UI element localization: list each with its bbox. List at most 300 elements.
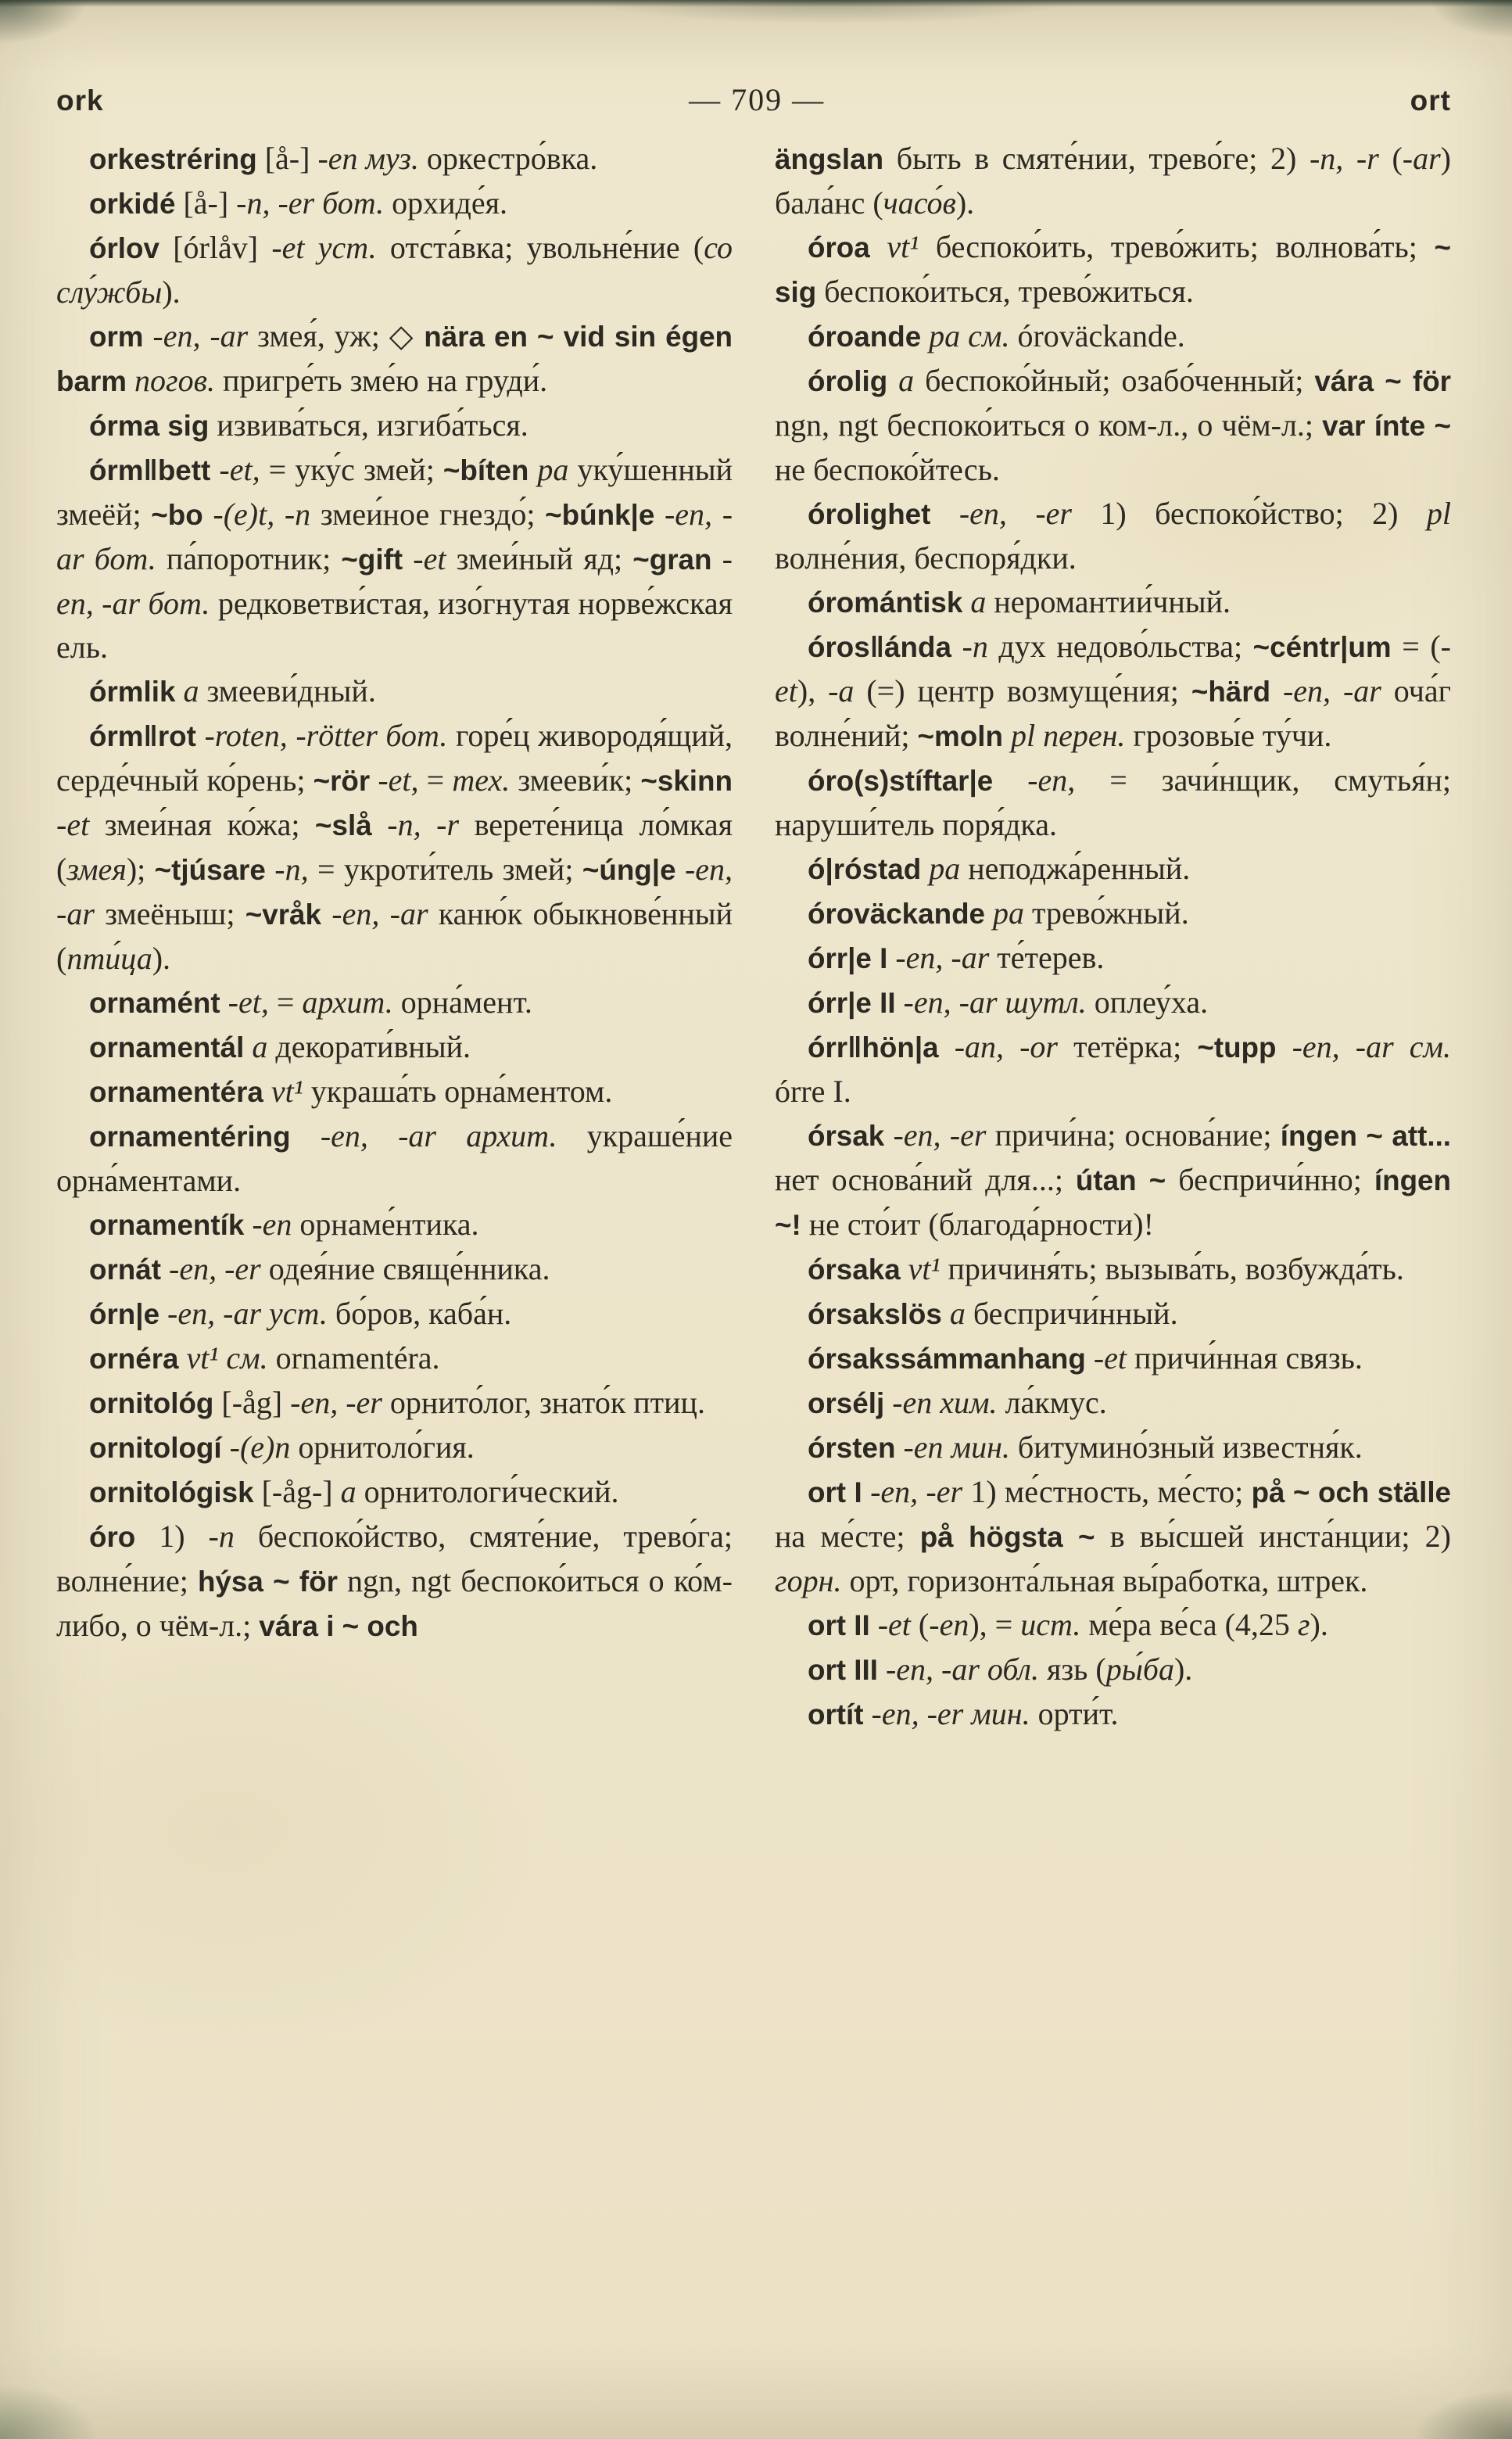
- text-run: [378, 718, 386, 753]
- bold-run: óro(s)stíftar|e: [808, 765, 994, 797]
- italic-run: pa: [993, 895, 1025, 931]
- bold-run: órr|e I: [808, 942, 888, 974]
- italic-run: -et: [1093, 1340, 1127, 1376]
- italic-run: -en, -ar: [903, 985, 998, 1020]
- italic-run: pl: [1426, 496, 1451, 531]
- text-run: [944, 1429, 951, 1465]
- bold-run: ~härd: [1191, 676, 1271, 708]
- bold-run: óro: [89, 1521, 136, 1553]
- bold-run: óroväckande: [808, 898, 986, 930]
- text-run: [654, 497, 665, 532]
- italic-run: -en: [317, 141, 358, 176]
- text-run: = (: [1391, 629, 1441, 664]
- text-run: [921, 851, 929, 886]
- bold-run: ort II: [808, 1609, 870, 1641]
- italic-run: pa: [929, 851, 961, 886]
- text-run: беспоко́иться, трево́житься.: [816, 274, 1194, 309]
- text-run: [962, 584, 970, 619]
- dictionary-entry: [56, 1114, 733, 1203]
- bold-run: ornamént: [89, 987, 220, 1019]
- text-run: [998, 985, 1005, 1020]
- italic-run: -en: [252, 1207, 292, 1242]
- column-right: [775, 137, 1451, 1737]
- text-run: змеи́ный яд;: [446, 541, 633, 576]
- italic-run: -en, -ar: [56, 497, 733, 576]
- text-run: дух недово́льства;: [987, 629, 1253, 664]
- text-run: [84, 541, 95, 576]
- bold-run: ort III: [808, 1654, 878, 1686]
- text-run: 1): [135, 1519, 209, 1554]
- italic-run: -et,: [219, 452, 260, 487]
- bold-run: ornamentál: [89, 1031, 245, 1063]
- dictionary-entry: [775, 1426, 1451, 1470]
- text-run: ).: [162, 274, 181, 310]
- bold-run: hýsa ~ för: [197, 1566, 338, 1598]
- text-run: [887, 940, 895, 975]
- italic-run: vt¹: [271, 1074, 303, 1109]
- italic-run: -en, -er: [893, 1117, 987, 1153]
- italic-run: погов.: [134, 363, 215, 398]
- dictionary-entry: [56, 226, 733, 314]
- italic-run: муз.: [365, 141, 419, 176]
- italic-run: архит.: [302, 985, 393, 1020]
- italic-run: обл.: [987, 1652, 1039, 1687]
- text-run: [244, 1029, 252, 1064]
- italic-run: -en, -ar: [1292, 1029, 1394, 1064]
- bold-run: óroande: [808, 321, 922, 353]
- text-run: [218, 1340, 226, 1376]
- text-run: [930, 496, 958, 531]
- text-run: [870, 229, 887, 264]
- italic-run: бот.: [94, 541, 156, 576]
- text-run: );: [126, 852, 155, 887]
- italic-run: -en, -er: [871, 1696, 964, 1731]
- text-run: на ме́сте;: [775, 1519, 920, 1554]
- italic-run: -en, -ar: [320, 1118, 436, 1153]
- dictionary-entry: [775, 359, 1451, 492]
- bold-run: på ~ och ställe: [1251, 1476, 1452, 1508]
- text-run: [933, 1652, 941, 1687]
- italic-run: -en: [892, 1385, 933, 1420]
- italic-run: бот.: [385, 718, 448, 753]
- text-run: [210, 452, 219, 487]
- dictionary-entry: [775, 847, 1451, 891]
- text-run: ngn, ngt беспоко́иться о ком-л., о чём-л.;: [775, 407, 1323, 443]
- italic-run: -(e)n: [229, 1429, 291, 1465]
- dictionary-entry: [775, 625, 1451, 759]
- italic-run: -en, -ar: [331, 896, 428, 931]
- italic-run: мин.: [951, 1429, 1010, 1465]
- text-run: órre I.: [775, 1074, 851, 1109]
- dictionary-entry: [775, 1247, 1451, 1292]
- bold-run: órmlik: [89, 676, 176, 708]
- text-run: [261, 1296, 269, 1331]
- text-run: быть в смяте́нии, трево́ге; 2): [883, 141, 1310, 176]
- bold-run: ornitologí: [89, 1432, 222, 1464]
- bold-run: órsaka: [808, 1254, 901, 1286]
- text-run: [921, 318, 929, 353]
- text-run: орнитологи́ческий.: [356, 1474, 619, 1509]
- italic-run: уст.: [317, 230, 377, 265]
- italic-run: -en, -er: [169, 1251, 261, 1286]
- text-run: [895, 1429, 903, 1465]
- bold-run: ~vråk: [245, 898, 321, 931]
- text-run: óroväckande.: [1009, 318, 1185, 353]
- text-run: (: [910, 1607, 930, 1642]
- text-run: [1086, 1340, 1094, 1376]
- text-run: пригре́ть зме́ю на груди́.: [214, 363, 548, 398]
- dictionary-entry: [56, 669, 733, 714]
- text-run: [862, 1474, 870, 1509]
- text-run: неподжа́ренный.: [960, 851, 1191, 886]
- italic-run: vt¹: [908, 1251, 941, 1286]
- bold-run: ornamentík: [89, 1209, 245, 1241]
- text-run: причиня́ть; вызыва́ть, возбужда́ть.: [940, 1251, 1404, 1286]
- text-run: орнито́лог, знато́к птиц.: [382, 1385, 705, 1420]
- text-run: ngn, ngt беспоко́иться о ко́м-либо, о чём-л.;: [56, 1563, 733, 1643]
- text-run: [963, 1696, 971, 1731]
- dictionary-entry: [775, 314, 1451, 359]
- bold-run: órsten: [808, 1432, 896, 1464]
- entry-continuation: [775, 137, 1451, 225]
- italic-run: -et: [877, 1607, 911, 1642]
- bold-run: ~tjúsare: [154, 854, 266, 886]
- italic-run: -en, -ar: [56, 541, 733, 621]
- bold-run: orkidé: [89, 188, 176, 220]
- text-run: [266, 852, 274, 887]
- bold-run: órsak: [808, 1120, 885, 1152]
- bold-run: útan ~: [1075, 1164, 1166, 1196]
- italic-run: -en, -ar: [56, 852, 733, 931]
- text-run: [1394, 1029, 1410, 1064]
- text-run: [528, 452, 537, 487]
- dictionary-entry: [775, 1603, 1451, 1648]
- text-run: грозовы́е ту́чи.: [1125, 718, 1332, 753]
- bold-run: ~búnk|e: [545, 499, 655, 531]
- bold-run: órsakslös: [808, 1298, 942, 1330]
- bold-run: óros‖ánda: [808, 631, 951, 663]
- dictionary-entry: [775, 759, 1451, 847]
- dictionary-entry: [775, 1292, 1451, 1336]
- italic-run: a: [898, 363, 915, 398]
- page-number: — 709 —: [689, 82, 826, 117]
- italic-run: -en, -er: [290, 1385, 382, 1420]
- text-run: каню́к обыкнове́нный (: [56, 896, 733, 976]
- italic-run: тех.: [452, 762, 511, 798]
- text-run: [358, 141, 366, 176]
- text-columns: [56, 137, 1451, 1737]
- italic-run: часо́в: [883, 185, 956, 221]
- italic-run: -en, -ar: [167, 1296, 262, 1331]
- italic-run: pa: [537, 452, 569, 487]
- text-run: [263, 1074, 271, 1109]
- italic-run: -en: [929, 1607, 969, 1642]
- text-run: беспричи́нно;: [1166, 1162, 1374, 1197]
- text-run: трево́жный.: [1024, 895, 1189, 931]
- dictionary-entry: [56, 404, 733, 448]
- bold-run: ängslan: [775, 143, 884, 175]
- text-run: украше́ние орна́ментами.: [56, 1118, 733, 1198]
- guide-word-left: ork: [56, 84, 104, 117]
- bold-run: órsakssámmanhang: [808, 1343, 1086, 1375]
- text-run: змееви́дный.: [199, 673, 376, 708]
- text-run: (=) центр возмуще́ния;: [854, 673, 1191, 708]
- text-run: [951, 629, 962, 664]
- bold-run: på högsta ~: [919, 1521, 1095, 1553]
- bold-run: órlov: [89, 232, 159, 264]
- bold-run: órm‖bett: [89, 454, 211, 486]
- text-run: [1003, 718, 1011, 753]
- text-run: па́поротник;: [156, 541, 342, 576]
- bold-run: nära en ~ vid sin égen barm: [56, 321, 733, 397]
- text-run: [370, 762, 378, 798]
- bold-run: órma sig: [89, 410, 210, 442]
- text-run: = зачи́нщик, смутья́н; наруши́тель поря́дка.: [775, 762, 1451, 842]
- text-run: битумино́зный известня́к.: [1009, 1429, 1363, 1465]
- italic-run: змея: [66, 852, 127, 887]
- bold-run: ~úng|e: [582, 854, 676, 886]
- dictionary-entry: [775, 1470, 1451, 1603]
- italic-run: -an, -or: [954, 1029, 1058, 1064]
- italic-run: -ar: [1402, 141, 1441, 176]
- italic-run: -en, -ar: [152, 318, 249, 353]
- text-run: украша́ть орна́ментом.: [303, 1074, 613, 1109]
- bold-run: órr|e II: [808, 987, 896, 1019]
- dictionary-entry: [775, 1025, 1451, 1114]
- text-run: в вы́сшей инста́нции; 2): [1095, 1519, 1451, 1554]
- text-run: ) бала́нс (: [775, 141, 1451, 221]
- dictionary-entry: [775, 891, 1451, 936]
- text-run: [305, 230, 318, 265]
- text-run: [244, 1207, 252, 1242]
- dictionary-entry: [775, 981, 1451, 1025]
- text-run: [179, 1340, 187, 1376]
- text-run: те́терев.: [989, 940, 1105, 975]
- italic-run: -n, -r: [387, 807, 460, 842]
- bold-run: ~gift: [341, 543, 403, 576]
- text-run: декорати́вный.: [267, 1029, 471, 1064]
- text-run: [1277, 1029, 1292, 1064]
- text-run: орна́мент.: [392, 985, 532, 1020]
- italic-run: vt¹: [186, 1340, 219, 1376]
- bold-run: ort I: [808, 1476, 862, 1508]
- text-run: [órlåv]: [159, 230, 272, 265]
- bold-run: ~tupp: [1197, 1031, 1277, 1063]
- italic-run: со слу́жбы: [56, 230, 733, 310]
- dictionary-entry: [775, 492, 1451, 580]
- bold-run: ~rör: [313, 765, 371, 797]
- bold-run: vára i ~ och: [259, 1610, 418, 1642]
- text-run: [372, 807, 388, 842]
- bold-run: ó|róstad: [808, 853, 922, 885]
- bold-run: ornát: [89, 1254, 161, 1286]
- dictionary-entry: [56, 1381, 733, 1426]
- dictionary-entry: [775, 580, 1451, 625]
- dictionary-entry: [775, 1648, 1451, 1692]
- dictionary-entry: [775, 1114, 1451, 1247]
- text-run: верете́ница ло́мкая (: [56, 807, 733, 887]
- dictionary-entry: [775, 936, 1451, 981]
- text-run: орхиде́я.: [384, 185, 508, 221]
- text-run: [1270, 673, 1283, 708]
- bold-run: ~céntr|um: [1252, 631, 1392, 663]
- text-run: [314, 185, 322, 221]
- italic-run: -n, -r: [1309, 141, 1379, 176]
- italic-run: -et: [775, 629, 1451, 708]
- text-run: беспоко́ить, трево́жить; волнова́ть;: [919, 229, 1435, 264]
- text-run: орт, горизонта́льная вы́работка, штрек.: [841, 1563, 1368, 1598]
- text-run: змеи́ное гнездо́;: [310, 497, 546, 532]
- bold-run: órolig: [808, 365, 888, 397]
- italic-run: -en,: [885, 1652, 934, 1687]
- text-run: язь (: [1038, 1652, 1106, 1687]
- text-run: [144, 318, 153, 353]
- italic-run: уст.: [269, 1296, 328, 1331]
- text-run: [161, 1251, 169, 1286]
- text-run: [403, 541, 413, 576]
- italic-run: -et: [56, 807, 90, 842]
- text-run: [960, 318, 968, 353]
- dictionary-entry: [56, 1426, 733, 1470]
- italic-run: -a: [828, 673, 855, 708]
- dictionary-entry: [56, 1070, 733, 1114]
- text-run: ме́ра ве́са (4,25: [1080, 1607, 1298, 1642]
- text-run: беспоко́йный; озабо́ченный;: [914, 363, 1315, 398]
- italic-run: -et: [271, 230, 305, 265]
- italic-run: a: [949, 1296, 966, 1331]
- italic-run: -et: [413, 541, 446, 576]
- text-run: [å-]: [256, 141, 318, 176]
- text-run: не сто́ит (благода́рности)!: [801, 1207, 1154, 1242]
- text-run: не беспоко́йтесь.: [775, 452, 1000, 487]
- bold-run: orm: [89, 321, 144, 353]
- text-run: [942, 1296, 950, 1331]
- text-run: [175, 673, 183, 708]
- italic-run: a: [340, 1474, 357, 1509]
- text-run: [-åg]: [213, 1385, 291, 1420]
- bold-run: ~moln: [917, 720, 1003, 752]
- page-content: [56, 0, 1451, 1737]
- text-run: ornamentéra.: [267, 1340, 440, 1376]
- text-run: змея́, уж; ◇: [248, 318, 425, 353]
- italic-run: ист.: [1020, 1607, 1081, 1642]
- text-run: змеи́ная ко́жа;: [89, 807, 316, 842]
- italic-run: pl: [1010, 718, 1036, 753]
- italic-run: -en,: [1027, 762, 1076, 798]
- text-run: [676, 852, 685, 887]
- text-run: [901, 1251, 908, 1286]
- bold-run: órn|e: [89, 1298, 160, 1330]
- bold-run: óromántisk: [808, 586, 963, 619]
- text-run: причи́на; основа́ние;: [986, 1117, 1281, 1153]
- bold-run: ornéra: [89, 1343, 179, 1375]
- text-run: ).: [1173, 1652, 1193, 1687]
- bold-run: ~slå: [315, 809, 372, 841]
- bold-run: ~skinn: [640, 765, 733, 797]
- italic-run: хим.: [940, 1385, 998, 1420]
- bold-run: ~bo: [151, 499, 203, 531]
- italic-run: см.: [226, 1340, 268, 1376]
- text-run: [222, 1429, 230, 1465]
- bold-run: ornamentéra: [89, 1076, 263, 1108]
- text-run: неромантии́чный.: [986, 584, 1231, 619]
- italic-run: -en, -er: [870, 1474, 963, 1509]
- dictionary-entry: [56, 714, 733, 981]
- text-run: [884, 1385, 892, 1420]
- italic-run: перен.: [1043, 718, 1126, 753]
- text-run: [980, 1652, 987, 1687]
- text-run: орнитоло́гия.: [290, 1429, 475, 1465]
- bold-run: órm‖rot: [89, 720, 196, 752]
- text-run: ).: [152, 941, 171, 976]
- text-run: [932, 1385, 940, 1420]
- text-run: оча́г волне́ний;: [775, 673, 1451, 753]
- italic-run: -roten, -rötter: [204, 718, 378, 753]
- dictionary-entry: [56, 981, 733, 1025]
- italic-run: a: [970, 584, 987, 619]
- text-run: беспоко́йство, смяте́ние, трево́га; волне́ние;: [56, 1519, 733, 1598]
- text-run: тетёрка;: [1058, 1029, 1198, 1064]
- text-run: [220, 985, 228, 1020]
- text-run: редковетви́стая, изо́гнутая норве́жская ель.: [56, 586, 733, 665]
- italic-run: -n, -er: [236, 185, 315, 221]
- bold-run: íngen ~!: [775, 1164, 1451, 1241]
- italic-run: pa: [929, 318, 961, 353]
- text-run: ).: [1310, 1607, 1328, 1642]
- italic-run: -n: [208, 1519, 235, 1554]
- text-run: [887, 363, 898, 398]
- bold-run: ~bíten: [442, 454, 529, 486]
- column-left: [56, 137, 733, 1737]
- text-run: [436, 1118, 466, 1153]
- italic-run: -n,: [274, 852, 309, 887]
- bold-run: ornitológisk: [89, 1476, 254, 1508]
- dictionary-entry: [56, 314, 733, 404]
- text-run: =: [418, 762, 453, 798]
- bold-run: ornamentéring: [89, 1121, 291, 1153]
- text-run: волне́ния, беспоря́дки.: [775, 540, 1077, 576]
- dictionary-entry: [56, 1247, 733, 1292]
- bold-run: vára ~ för: [1314, 365, 1452, 397]
- text-run: [1035, 718, 1043, 753]
- italic-run: a: [252, 1029, 268, 1064]
- italic-run: пти́ца: [66, 941, 152, 976]
- italic-run: см.: [1409, 1029, 1451, 1064]
- text-run: орнаме́нтика.: [292, 1207, 479, 1242]
- dictionary-entry: [56, 137, 733, 181]
- text-run: (: [1378, 141, 1403, 176]
- text-run: [712, 541, 722, 576]
- bold-run: orkestréring: [89, 143, 257, 175]
- bold-run: ortít: [808, 1698, 864, 1731]
- dictionary-entry: [56, 1470, 733, 1515]
- italic-run: горн.: [775, 1563, 842, 1598]
- text-run: оплеу́ха.: [1086, 985, 1209, 1020]
- bold-run: orsélj: [808, 1387, 885, 1419]
- bold-run: ~gran: [632, 543, 712, 576]
- text-run: [å-]: [175, 185, 237, 221]
- text-run: беспричи́нный.: [965, 1296, 1178, 1331]
- text-run: [870, 1607, 878, 1642]
- text-run: 1) беспоко́йство; 2): [1072, 496, 1427, 531]
- text-run: = уку́с змей;: [260, 452, 443, 487]
- italic-run: -en, -er: [958, 496, 1072, 531]
- text-run: = укроти́тель змей;: [308, 852, 582, 887]
- text-run: [864, 1696, 872, 1731]
- bold-run: óroa: [808, 231, 870, 264]
- italic-run: архит.: [466, 1118, 557, 1153]
- italic-run: мин.: [971, 1696, 1030, 1731]
